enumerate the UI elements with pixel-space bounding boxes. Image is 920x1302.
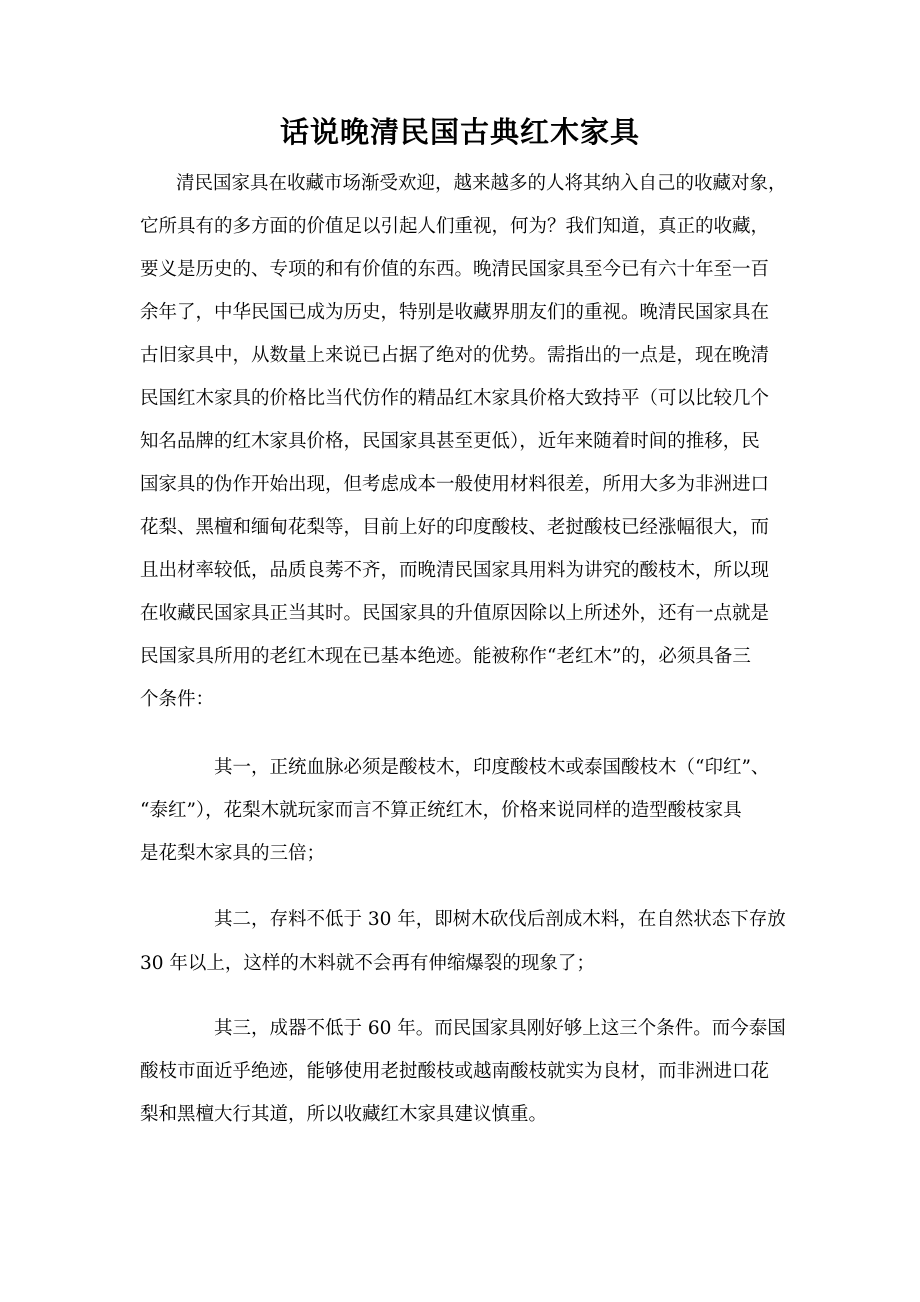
intro-line: 国家具的伪作开始出现，但考虑成本一般使用材料很差，所用大多为非洲进口 — [140, 474, 770, 495]
intro-line: 清民国家具在收藏市场渐受欢迎，越来越多的人将其纳入自己的收藏对象， — [176, 173, 787, 194]
intro-line: 在收藏民国家具正当其时。民国家具的升值原因除以上所述外，还有一点就是 — [140, 603, 770, 624]
condition-2-line: 其二，存料不低于 30 年，即树木砍伐后剖成木料，在自然状态下存放 — [214, 909, 786, 930]
intro-line: 民国红木家具的价格比当代仿作的精品红木家具价格大致持平（可以比较几个 — [140, 388, 770, 409]
intro-line: 花梨、黑檀和缅甸花梨等，目前上好的印度酸枝、老挝酸枝已经涨幅很大，而 — [140, 517, 770, 538]
intro-line: 个条件： — [140, 689, 215, 710]
condition-3-line: 梨和黑檀大行其道，所以收藏红木家具建议慎重。 — [140, 1104, 548, 1125]
intro-line: 民国家具所用的老红木现在已基本绝迹。能被称作“老红木”的，必须具备三 — [140, 646, 751, 667]
intro-line: 古旧家具中，从数量上来说已占据了绝对的优势。需指出的一点是，现在晚清 — [140, 345, 770, 366]
condition-1-line: 是花梨木家具的三倍； — [140, 843, 326, 864]
intro-line: 要义是历史的、专项的和有价值的东西。晚清民国家具至今已有六十年至一百 — [140, 259, 770, 280]
document-title: 话说晚清民国古典红木家具 — [279, 115, 640, 149]
condition-1-line: “泰红”），花梨木就玩家而言不算正统红木，价格来说同样的造型酸枝家具 — [140, 800, 742, 821]
intro-line: 余年了，中华民国已成为历史，特别是收藏界朋友们的重视。晚清民国家具在 — [140, 302, 770, 323]
condition-3-line: 酸枝市面近乎绝迹，能够使用老挝酸枝或越南酸枝就实为良材，而非洲进口花 — [140, 1061, 770, 1082]
intro-line: 且出材率较低，品质良莠不齐，而晚清民国家具用料为讲究的酸枝木，所以现 — [140, 560, 770, 581]
condition-3-line: 其三，成器不低于 60 年。而民国家具刚好够上这三个条件。而今泰国 — [214, 1018, 786, 1039]
condition-1-line: 其一，正统血脉必须是酸枝木，印度酸枝木或泰国酸枝木（“印红”、 — [214, 757, 770, 778]
intro-line: 知名品牌的红木家具价格，民国家具甚至更低），近年来随着时间的推移，民 — [140, 431, 760, 452]
intro-line: 它所具有的多方面的价值足以引起人们重视，何为？我们知道，真正的收藏， — [140, 216, 770, 237]
condition-2-line: 30 年以上，这样的木料就不会再有伸缩爆裂的现象了； — [140, 953, 595, 974]
